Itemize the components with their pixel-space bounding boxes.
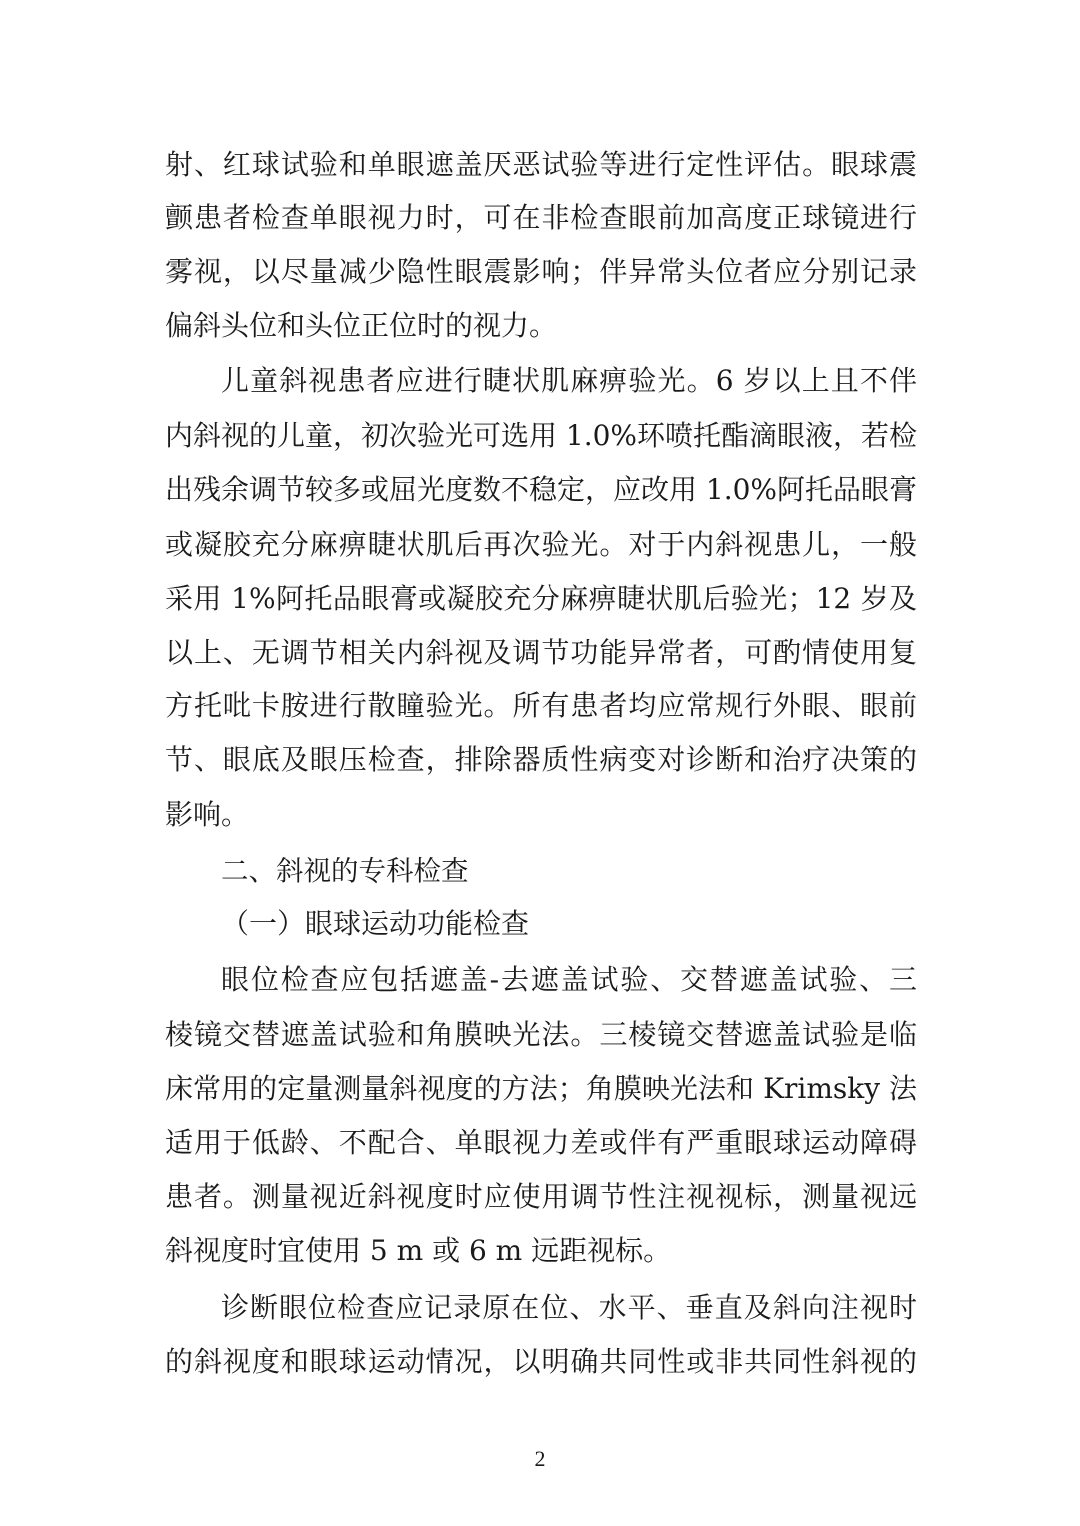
text-line: 斜视度时宜使用 5 m 或 6 m 远距视标。 (165, 1234, 672, 1267)
text-line: 雾视，以尽量减少隐性眼震影响；伴异常头位者应分别记录 (165, 255, 917, 288)
text-line: 的斜视度和眼球运动情况，以明确共同性或非共同性斜视的 (165, 1345, 917, 1378)
text-line: 影响。 (165, 798, 250, 831)
text-line: 诊断眼位检查应记录原在位、水平、垂直及斜向注视时 (221, 1291, 917, 1324)
text-line: 颤患者检查单眼视力时，可在非检查眼前加高度正球镜进行 (165, 201, 917, 234)
text-line: 采用 1%阿托品眼膏或凝胶充分麻痹睫状肌后验光；12 岁及 (165, 582, 917, 615)
text-line: 出残余调节较多或屈光度数不稳定，应改用 1.0%阿托品眼膏 (165, 473, 918, 506)
text-line: 适用于低龄、不配合、单眼视力差或伴有严重眼球运动障碍 (165, 1126, 917, 1159)
text-line: 棱镜交替遮盖试验和角膜映光法。三棱镜交替遮盖试验是临 (165, 1018, 917, 1051)
section-heading: 二、斜视的专科检查 (221, 855, 469, 887)
text-line: 儿童斜视患者应进行睫状肌麻痹验光。6 岁以上且不伴 (221, 364, 917, 397)
text-line: 眼位检查应包括遮盖-去遮盖试验、交替遮盖试验、三 (221, 963, 917, 996)
text-line: 方托吡卡胺进行散瞳验光。所有患者均应常规行外眼、眼前 (165, 689, 917, 722)
text-line: 内斜视的儿童，初次验光可选用 1.0%环喷托酯滴眼液，若检 (165, 419, 918, 452)
text-line: 以上、无调节相关内斜视及调节功能异常者，可酌情使用复 (165, 636, 917, 669)
subsection-heading: （一）眼球运动功能检查 (221, 907, 530, 940)
text-line: 偏斜头位和头位正位时的视力。 (165, 309, 558, 342)
text-line: 节、眼底及眼压检查，排除器质性病变对诊断和治疗决策的 (165, 743, 917, 776)
page-number: 2 (534, 1446, 546, 1471)
text-line: 射、红球试验和单眼遮盖厌恶试验等进行定性评估。眼球震 (165, 148, 917, 181)
text-line: 床常用的定量测量斜视度的方法；角膜映光法和 Krimsky 法 (165, 1072, 917, 1105)
text-line: 或凝胶充分麻痹睫状肌后再次验光。对于内斜视患儿，一般 (165, 528, 917, 561)
text-line: 患者。测量视近斜视度时应使用调节性注视视标，测量视远 (165, 1180, 917, 1213)
